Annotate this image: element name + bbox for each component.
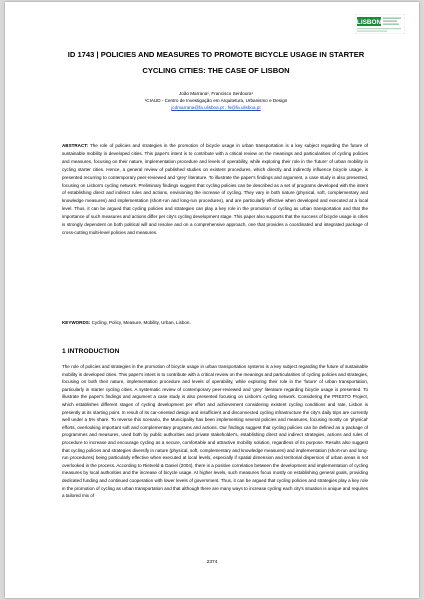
abstract-label: ABSTRACT: bbox=[62, 143, 89, 148]
paper-title: ID 1743 | POLICIES AND MEASURES TO PROMOTE BICYCLE USAGE IN STARTER CYCLING CITIES: THE CASE OF LISBON bbox=[67, 50, 365, 75]
abstract-text: The role of policies and strategies in the promotion of bicycle usage in urban transportation is a key subject regarding the future of sustainable mobility in developed cities. This paper's intent is to contribute with a critical review on the meanings and particularities of cycling policies and measures, focusing on their nature, implementation procedure and levels of operability, while exploring their role in the 'future' of urban mobility in cycling starter cities. Hence, a general review of published studies on existent procedures, which directly and indirectly influence bicycle usage, is presented recurring to contemporary peer-reviewed and 'grey' literature. To illustrate the paper's findings and argument, a case study is also presented, focusing on Lisbon's cycling network. Preliminary findings suggest that cycling policies can be described as a set of programs developed with the intent of establishing direct and indirect rules and actions, envisioning the increase of cycling. They vary in both nature (physical, soft, complementary and knowledge measures) and implementation (short-run and long-run procedures), and are particularly effective when developed and executed at a local level. Thus, it can be argued that cycling policies and strategies can play a key role in the promotion of cycling as urban transportation and that the importance of such measures and actions differ per city's cycling development stage. This paper also supports that the success of bicycle usage in cities is strongly dependent on both political will and resolve and on a comprehensive approach, one that provides a coordinated and integrated package of cross-cutting multi-level policies and measures. bbox=[62, 143, 369, 235]
author-affiliation: ¹CIAUD - Centro de Investigação em Arquitetura, Urbanismo e Design bbox=[144, 97, 288, 103]
section-heading-introduction: 1 INTRODUCTION bbox=[62, 348, 120, 355]
introduction-text: The role of policies and strategies in the promotion of bicycle usage in urban transportation systems is a key subject regarding the future of sustainable mobility in developed cities. This paper's intent is to contribute with a critical review on the meanings and particularities of cycling policies and strategies, focusing on both their nature, implementation procedure and levels of operability, while exploring their role in the 'future' of urban transportation, particularly in starter cycling cities. A systematic review of contemporary peer-reviewed and 'grey' literature regarding bicycle usage is presented. To illustrate the paper's findings and argument a case study is also presented focusing on Lisbon's cycling network. Considering the PRESTO Project, which establishes different stages of cycling development per effort and achievement considering existent cycling conditions and rate, Lisbon is presently at its starting point. In result of its car-oriented design and insufficient and disconnected cycling infrastructure the city's daily trips are currently well under a 5% share. To reverse this scenario, the Municipality has been implementing several policies and measures, focusing mostly on 'physical' efforts, overlooking important soft and complementary programs and actions. Our findings suggest that cycling policies can be defined as a package of programmes and measures, used both by public authorities and private stakeholder's, establishing direct and indirect strategies, actions and rules of procedure to increase and encourage cycling as a secure, comfortable and attractive mobility solution, regardless of its purpose. Results also suggest that cycling policies and strategies diversify in nature (physical, soft, complementary and knowledge measures) and implementation (short-run and long-run procedures) being particularly effective when executed at local levels, especially if spatial dimension and territorial dispersion of urban areas is not overlooked in the process. According to Rietveld & Daniel (2004), there is a positive correlation between the development and implementation of cycling measures by local authorities and the increase of bicycle usage. At higher levels, such measures focus mostly on establishing general goals, providing dedicated funding and continued cooperation with lower levels of government. Thus, it can be argued that cycling policies and strategies play a key role in the promotion of cycling as urban transportation and that although there are many ways to increase cycling each city's situation is unique and requires a tailored mix of bbox=[62, 364, 368, 499]
keywords-text: Cycling, Policy, Measure, Mobility, Urban, Lisbon. bbox=[91, 320, 191, 325]
keywords-label: KEYWORDS: bbox=[62, 320, 91, 325]
paper-page bbox=[5, 2, 419, 598]
author-names: João Marrana¹, Francisco Serdoura¹ bbox=[178, 91, 254, 96]
keywords bbox=[62, 319, 368, 327]
abstract bbox=[62, 142, 368, 237]
author-block bbox=[57, 91, 375, 111]
logo-text: LISBON bbox=[356, 19, 382, 27]
conference-logo bbox=[355, 14, 405, 34]
author-emails[interactable]: jcdmarrana@fa.ulisboa.pt ; fs@fa.ulisboa.pt bbox=[171, 104, 261, 110]
lisbon-logo-icon bbox=[355, 14, 405, 34]
page-number: 2374 bbox=[206, 560, 218, 565]
